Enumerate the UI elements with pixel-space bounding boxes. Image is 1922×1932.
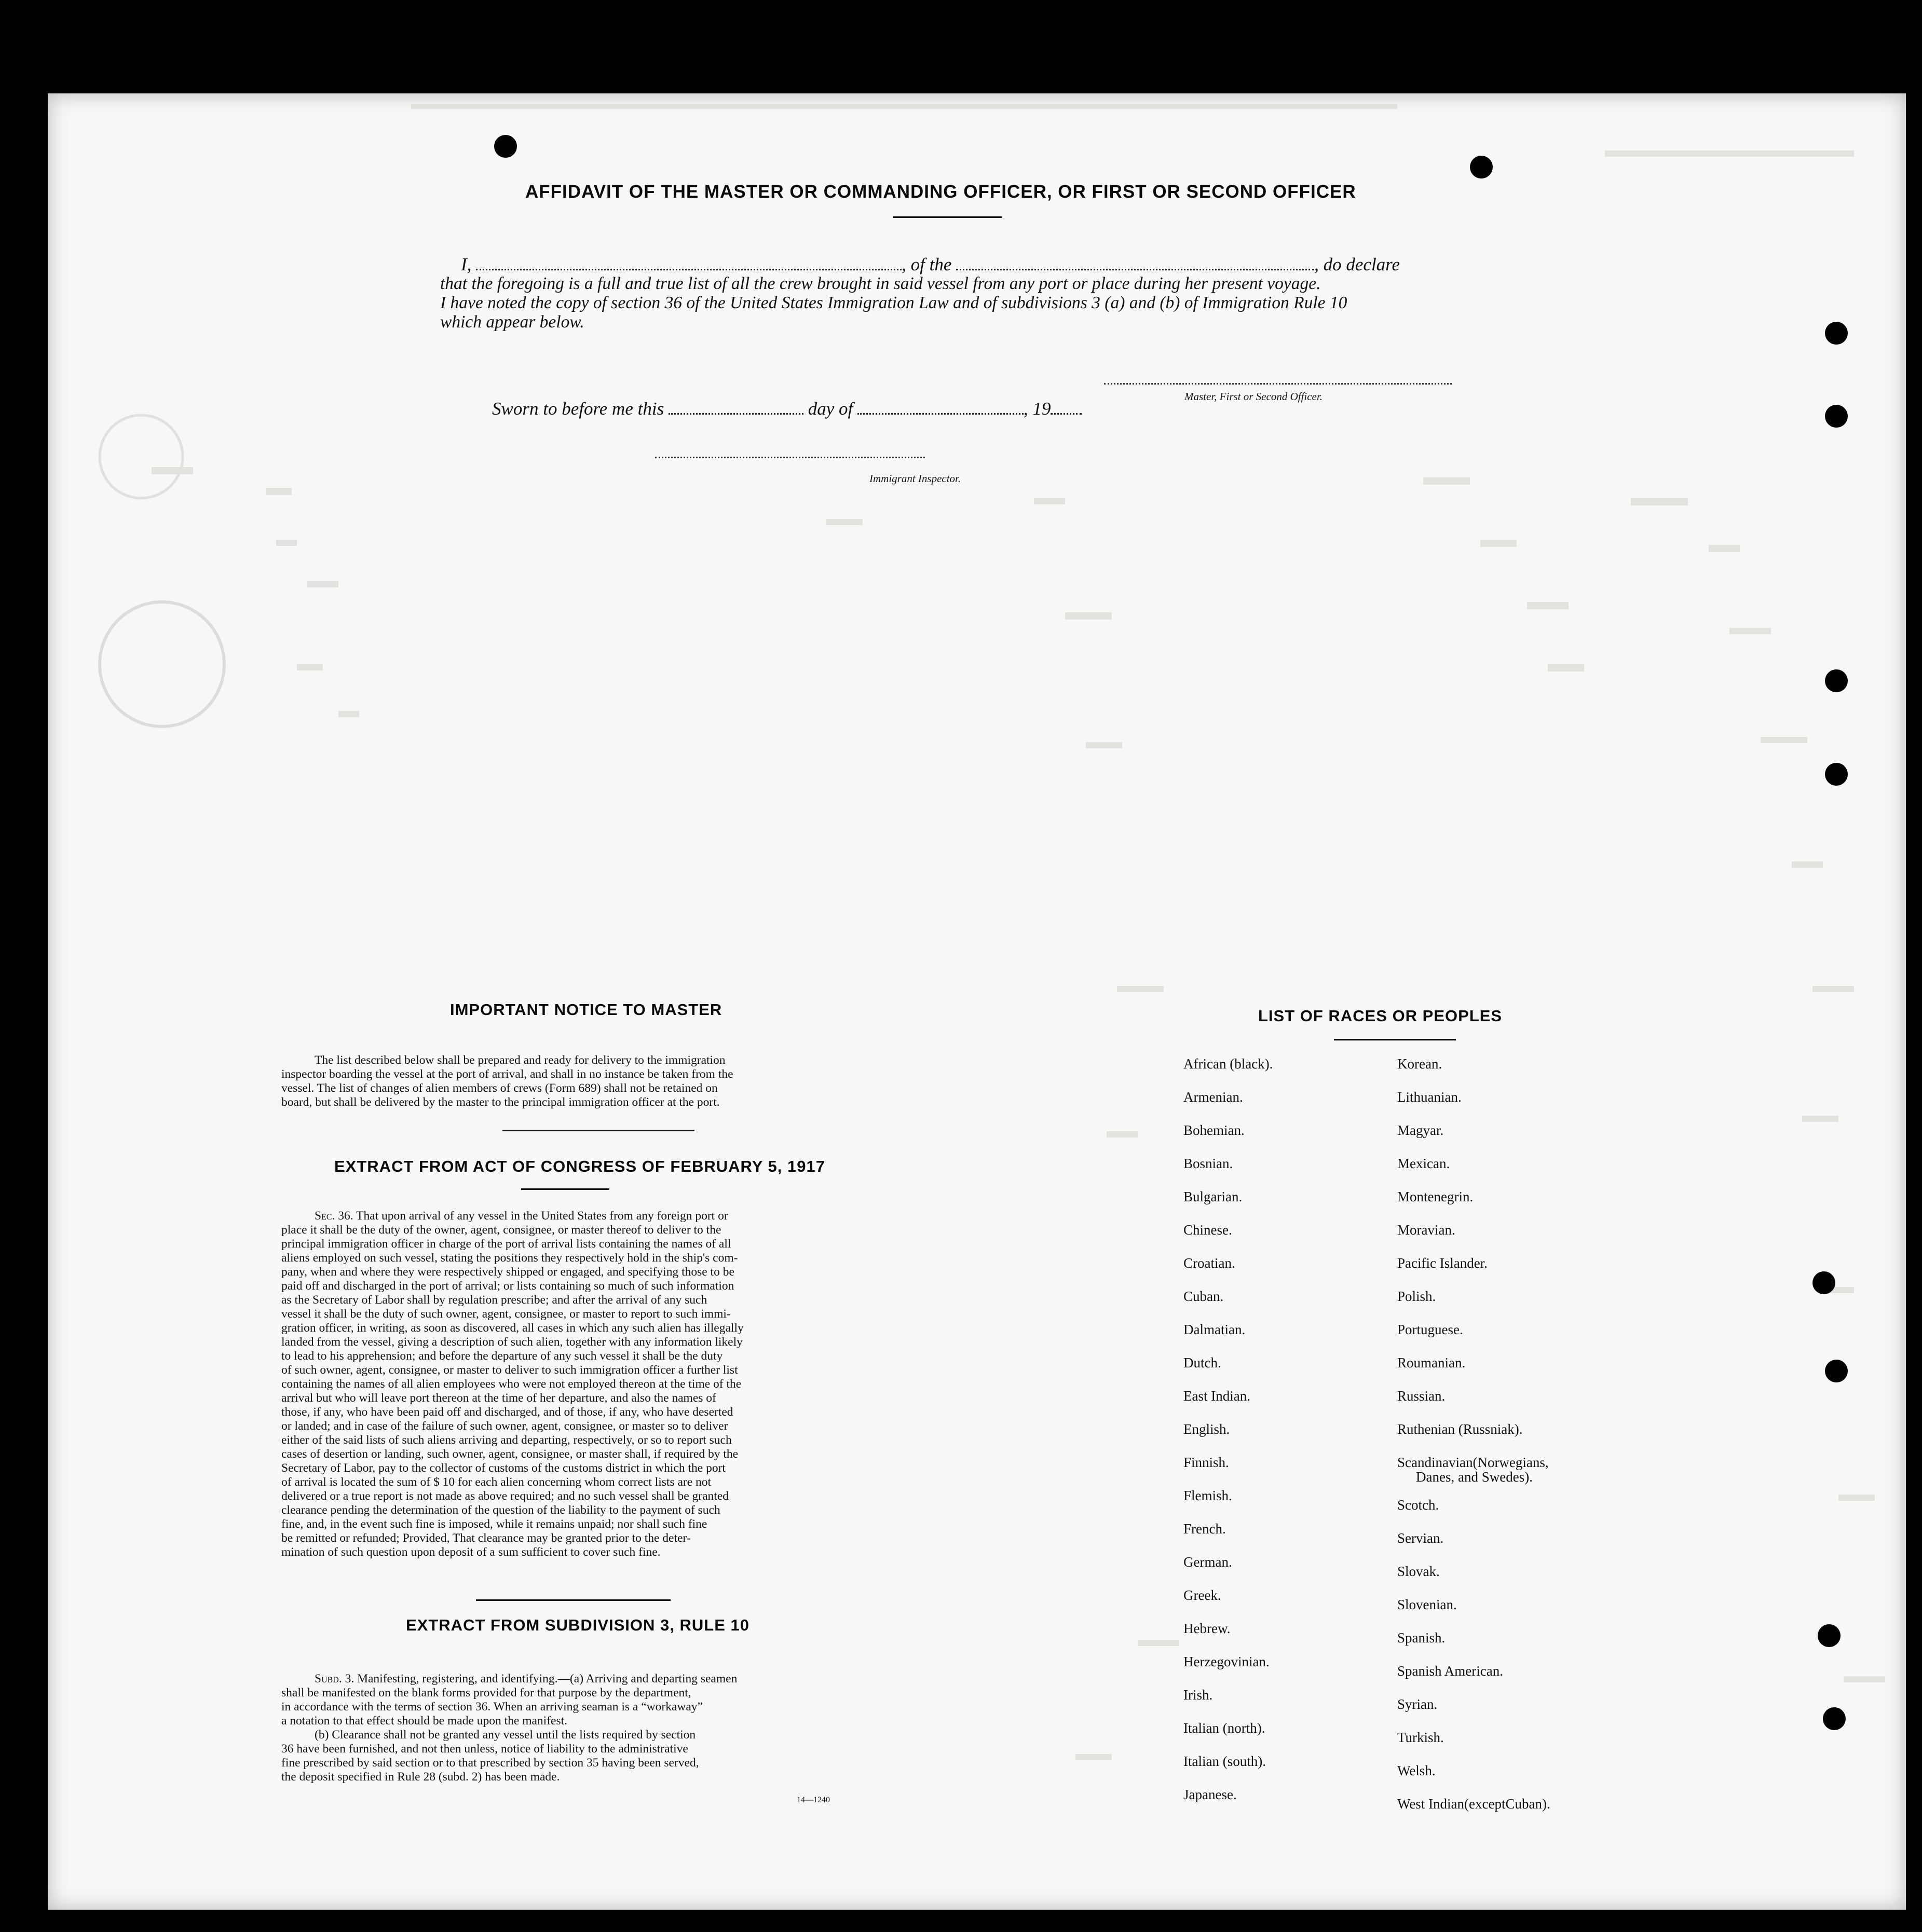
affidavit-body-line: that the foregoing is a full and true list of all the crew brought in said vessel from any port or place during her present voyage. [440, 274, 1321, 293]
race-item: Mexican. [1397, 1156, 1450, 1171]
affidavit-title: AFFIDAVIT OF THE MASTER OR COMMANDING OFFICER, OR FIRST OR SECOND OFFICER [525, 182, 1356, 202]
race-item: Italian (north). [1183, 1720, 1265, 1736]
race-item: Pacific Islander. [1397, 1255, 1488, 1271]
race-item: Irish. [1183, 1687, 1213, 1703]
punch-hole [1825, 322, 1848, 345]
section-divider [476, 1599, 671, 1601]
punch-hole [1825, 405, 1848, 428]
race-item: Armenian. [1183, 1089, 1243, 1105]
form-number: 14—1240 [797, 1796, 830, 1804]
race-item: Turkish. [1397, 1730, 1444, 1745]
rule-extract-title: EXTRACT FROM SUBDIVISION 3, RULE 10 [406, 1616, 749, 1634]
do-declare-label: , do declare [1314, 254, 1400, 275]
rule-line: 36 have been furnished, and not then unless, notice of liability to the administrative [281, 1742, 688, 1756]
day-of-label: day of [808, 399, 853, 419]
scan-texture [48, 93, 1906, 1910]
race-item: Chinese. [1183, 1222, 1232, 1238]
race-item: Bulgarian. [1183, 1189, 1243, 1204]
act-section-36-text [281, 1209, 946, 1559]
notice-line: vessel. The list of changes of alien members of crews (Form 689) shall not be retained on [281, 1081, 718, 1095]
race-item: Syrian. [1397, 1696, 1438, 1712]
race-item: Lithuanian. [1397, 1089, 1462, 1105]
master-signature-line[interactable] [1104, 383, 1452, 385]
act-line: principal immigration officer in charge of the port of arrival lists containing the names of all [281, 1237, 731, 1251]
act-line: fine, and, in the event such fine is imposed, while it remains unpaid; nor shall such fine [281, 1517, 707, 1531]
race-item: Slovenian. [1397, 1597, 1457, 1612]
rule-line: shall be manifested on the blank forms provided for that purpose by the department, [281, 1686, 691, 1700]
notice-line: inspector boarding the vessel at the port of arrival, and shall in no instance be taken from the [281, 1067, 733, 1081]
punch-hole [1825, 763, 1848, 786]
act-line: of such owner, agent, consignee, or master to deliver to such immigration officer a further list [281, 1363, 738, 1377]
title-underline [893, 216, 1002, 218]
notice-line: board, but shall be delivered by the master to the principal immigration officer at the port. [281, 1095, 720, 1109]
race-item: Scandinavian(Norwegians, [1397, 1455, 1549, 1470]
of-the-label: , of the [902, 254, 952, 275]
race-item: Montenegrin. [1397, 1189, 1474, 1204]
race-item: Russian. [1397, 1388, 1446, 1404]
race-item: Dalmatian. [1183, 1322, 1246, 1337]
punch-hole [1470, 156, 1493, 179]
act-line: Secretary of Labor, pay to the collector of customs of the customs district in which the port [281, 1461, 726, 1475]
race-item: Bohemian. [1183, 1122, 1245, 1138]
race-item: Bosnian. [1183, 1156, 1233, 1171]
act-line: containing the names of all alien employees who were not employed thereon at the time of the [281, 1377, 742, 1391]
document-page [48, 93, 1906, 1910]
race-item: Korean. [1397, 1056, 1442, 1072]
act-line: either of the said lists of such aliens arriving and departing, respectively, or so to report such [281, 1433, 732, 1447]
act-line [281, 1209, 946, 1223]
act-line: delivered or a true report is not made as above required; and no such vessel shall be granted [281, 1489, 729, 1503]
race-item: Dutch. [1183, 1355, 1221, 1371]
title-underline [1334, 1039, 1456, 1040]
act-line: aliens employed on such vessel, stating the positions they respectively hold in the ship's com- [281, 1251, 738, 1265]
race-item: Greek. [1183, 1587, 1221, 1603]
rule-line: fine prescribed by said section or to that prescribed by section 35 having been served, [281, 1756, 699, 1770]
race-item: Herzegovinian. [1183, 1654, 1270, 1669]
act-line: as the Secretary of Labor shall by regulation prescribe; and after the arrival of any such [281, 1293, 707, 1307]
rule-line: a notation to that effect should be made upon the manifest. [281, 1714, 568, 1728]
affidavit-i-label: I, [461, 254, 472, 275]
sworn-prefix: Sworn to before me this [492, 399, 664, 419]
race-item: Roumanian. [1397, 1355, 1466, 1371]
sec-label: Sec. [315, 1209, 335, 1223]
race-item: German. [1183, 1554, 1232, 1570]
sworn-month-field[interactable] [857, 400, 1024, 415]
affidavit-line-1 [461, 254, 1400, 275]
race-item: Cuban. [1183, 1289, 1224, 1304]
race-item: French. [1183, 1521, 1226, 1537]
races-right-column [1397, 1047, 1550, 1820]
rule-first-line: 3. Manifesting, registering, and identifying.—(a) Arriving and departing seamen [345, 1672, 738, 1686]
act-line: to lead to his apprehension; and before the departure of any such vessel it shall be the duty [281, 1349, 723, 1363]
act-line: or landed; and in case of the failure of such owner, agent, consignee, or master so to deliver [281, 1419, 728, 1433]
race-item: Portuguese. [1397, 1322, 1463, 1337]
rule-line: the deposit specified in Rule 28 (subd. 2) has been made. [281, 1770, 560, 1784]
race-item: Polish. [1397, 1289, 1436, 1304]
affidavit-body-line: which appear below. [440, 312, 584, 332]
act-extract-title: EXTRACT FROM ACT OF CONGRESS OF FEBRUARY 5, 1917 [334, 1157, 825, 1175]
race-item: Scotch. [1397, 1497, 1439, 1513]
race-item: Servian. [1397, 1530, 1444, 1546]
race-item: Welsh. [1397, 1763, 1436, 1778]
punch-hole [1812, 1271, 1835, 1294]
race-item: Flemish. [1183, 1488, 1232, 1503]
notice-line: The list described below shall be prepared and ready for delivery to the immigration [315, 1053, 726, 1067]
sworn-year-field[interactable] [1051, 400, 1082, 415]
act-line: those, if any, who have been paid off and discharged, and of those, if any, who have deserted [281, 1405, 733, 1419]
notice-text [281, 1053, 946, 1109]
sworn-line [492, 399, 1082, 419]
races-title: LIST OF RACES OR PEOPLES [1258, 1007, 1503, 1025]
race-item: Spanish. [1397, 1630, 1446, 1646]
year-label: , 19 [1023, 399, 1051, 419]
punch-hole [1825, 669, 1848, 692]
act-line: gration officer, in writing, as soon as discovered, all cases in which any such alien has illegally [281, 1321, 744, 1335]
punch-hole [1818, 1624, 1841, 1647]
race-item: East Indian. [1183, 1388, 1250, 1404]
title-underline [521, 1188, 609, 1190]
race-item: Japanese. [1183, 1787, 1237, 1802]
vessel-field[interactable] [956, 255, 1314, 270]
act-line: paid off and discharged in the port of arrival; or lists containing so much of such information [281, 1279, 734, 1293]
races-left-column [1183, 1047, 1273, 1811]
rule-line: in accordance with the terms of section 36. When an arriving seaman is a “workaway” [281, 1700, 703, 1714]
act-line: vessel it shall be the duty of such owner, agent, consignee, or master to report to such immi- [281, 1307, 731, 1321]
master-signature-label: Master, First or Second Officer. [1184, 390, 1323, 403]
affidavit-body-line: I have noted the copy of section 36 of the United States Immigration Law and of subdivisions 3 (a) and (b) of Immigration Rule 10 [440, 293, 1347, 312]
act-line: mination of such question upon deposit of a sum sufficient to cover such fine. [281, 1545, 661, 1559]
race-item: Finnish. [1183, 1455, 1229, 1470]
act-line: arrival but who will leave port thereon at the time of her departure, and also the names of [281, 1391, 716, 1405]
race-item: Magyar. [1397, 1122, 1444, 1138]
race-item: West Indian(exceptCuban). [1397, 1796, 1550, 1812]
punch-hole [1825, 1360, 1848, 1382]
inspector-signature-line[interactable] [655, 457, 925, 458]
inspector-signature-label: Immigrant Inspector. [869, 472, 961, 485]
section-divider [502, 1130, 694, 1131]
race-item: African (black). [1183, 1056, 1273, 1072]
punch-hole [494, 135, 517, 158]
rule-line [281, 1672, 946, 1686]
sworn-date-field[interactable] [669, 400, 803, 415]
race-item: Croatian. [1183, 1255, 1235, 1271]
punch-hole [1823, 1707, 1846, 1730]
act-line: clearance pending the determination of the question of the liability to the payment of such [281, 1503, 720, 1517]
act-line: landed from the vessel, giving a description of such alien, together with any information likely [281, 1335, 743, 1349]
act-line: be remitted or refunded; Provided, That clearance may be granted prior to the deter- [281, 1531, 691, 1545]
race-item: Danes, and Swedes). [1416, 1469, 1533, 1485]
act-first-line: 36. That upon arrival of any vessel in the United States from any foreign port or [338, 1209, 728, 1223]
name-field[interactable] [476, 255, 902, 270]
race-item: Spanish American. [1397, 1663, 1503, 1679]
act-line: pany, when and where they were respectively shipped or engaged, and specifying those to be [281, 1265, 734, 1279]
race-item: English. [1183, 1421, 1230, 1437]
race-item: Moravian. [1397, 1222, 1455, 1238]
race-item: Italian (south). [1183, 1753, 1266, 1769]
act-line: of arrival is located the sum of $ 10 for each alien concerning whom correct lists are not [281, 1475, 712, 1489]
rule-10-text [281, 1672, 946, 1784]
subd-label: Subd. [315, 1672, 342, 1686]
race-item: Hebrew. [1183, 1621, 1231, 1636]
notice-title: IMPORTANT NOTICE TO MASTER [450, 1001, 723, 1019]
act-line: cases of desertion or landing, such owner, agent, consignee, or master shall, if required by the [281, 1447, 739, 1461]
act-line: place it shall be the duty of the owner, agent, consignee, or master thereof to deliver to the [281, 1223, 721, 1237]
race-item: Ruthenian (Russniak). [1397, 1421, 1523, 1437]
race-item: Slovak. [1397, 1564, 1440, 1579]
rule-line: (b) Clearance shall not be granted any vessel until the lists required by section [315, 1728, 696, 1742]
